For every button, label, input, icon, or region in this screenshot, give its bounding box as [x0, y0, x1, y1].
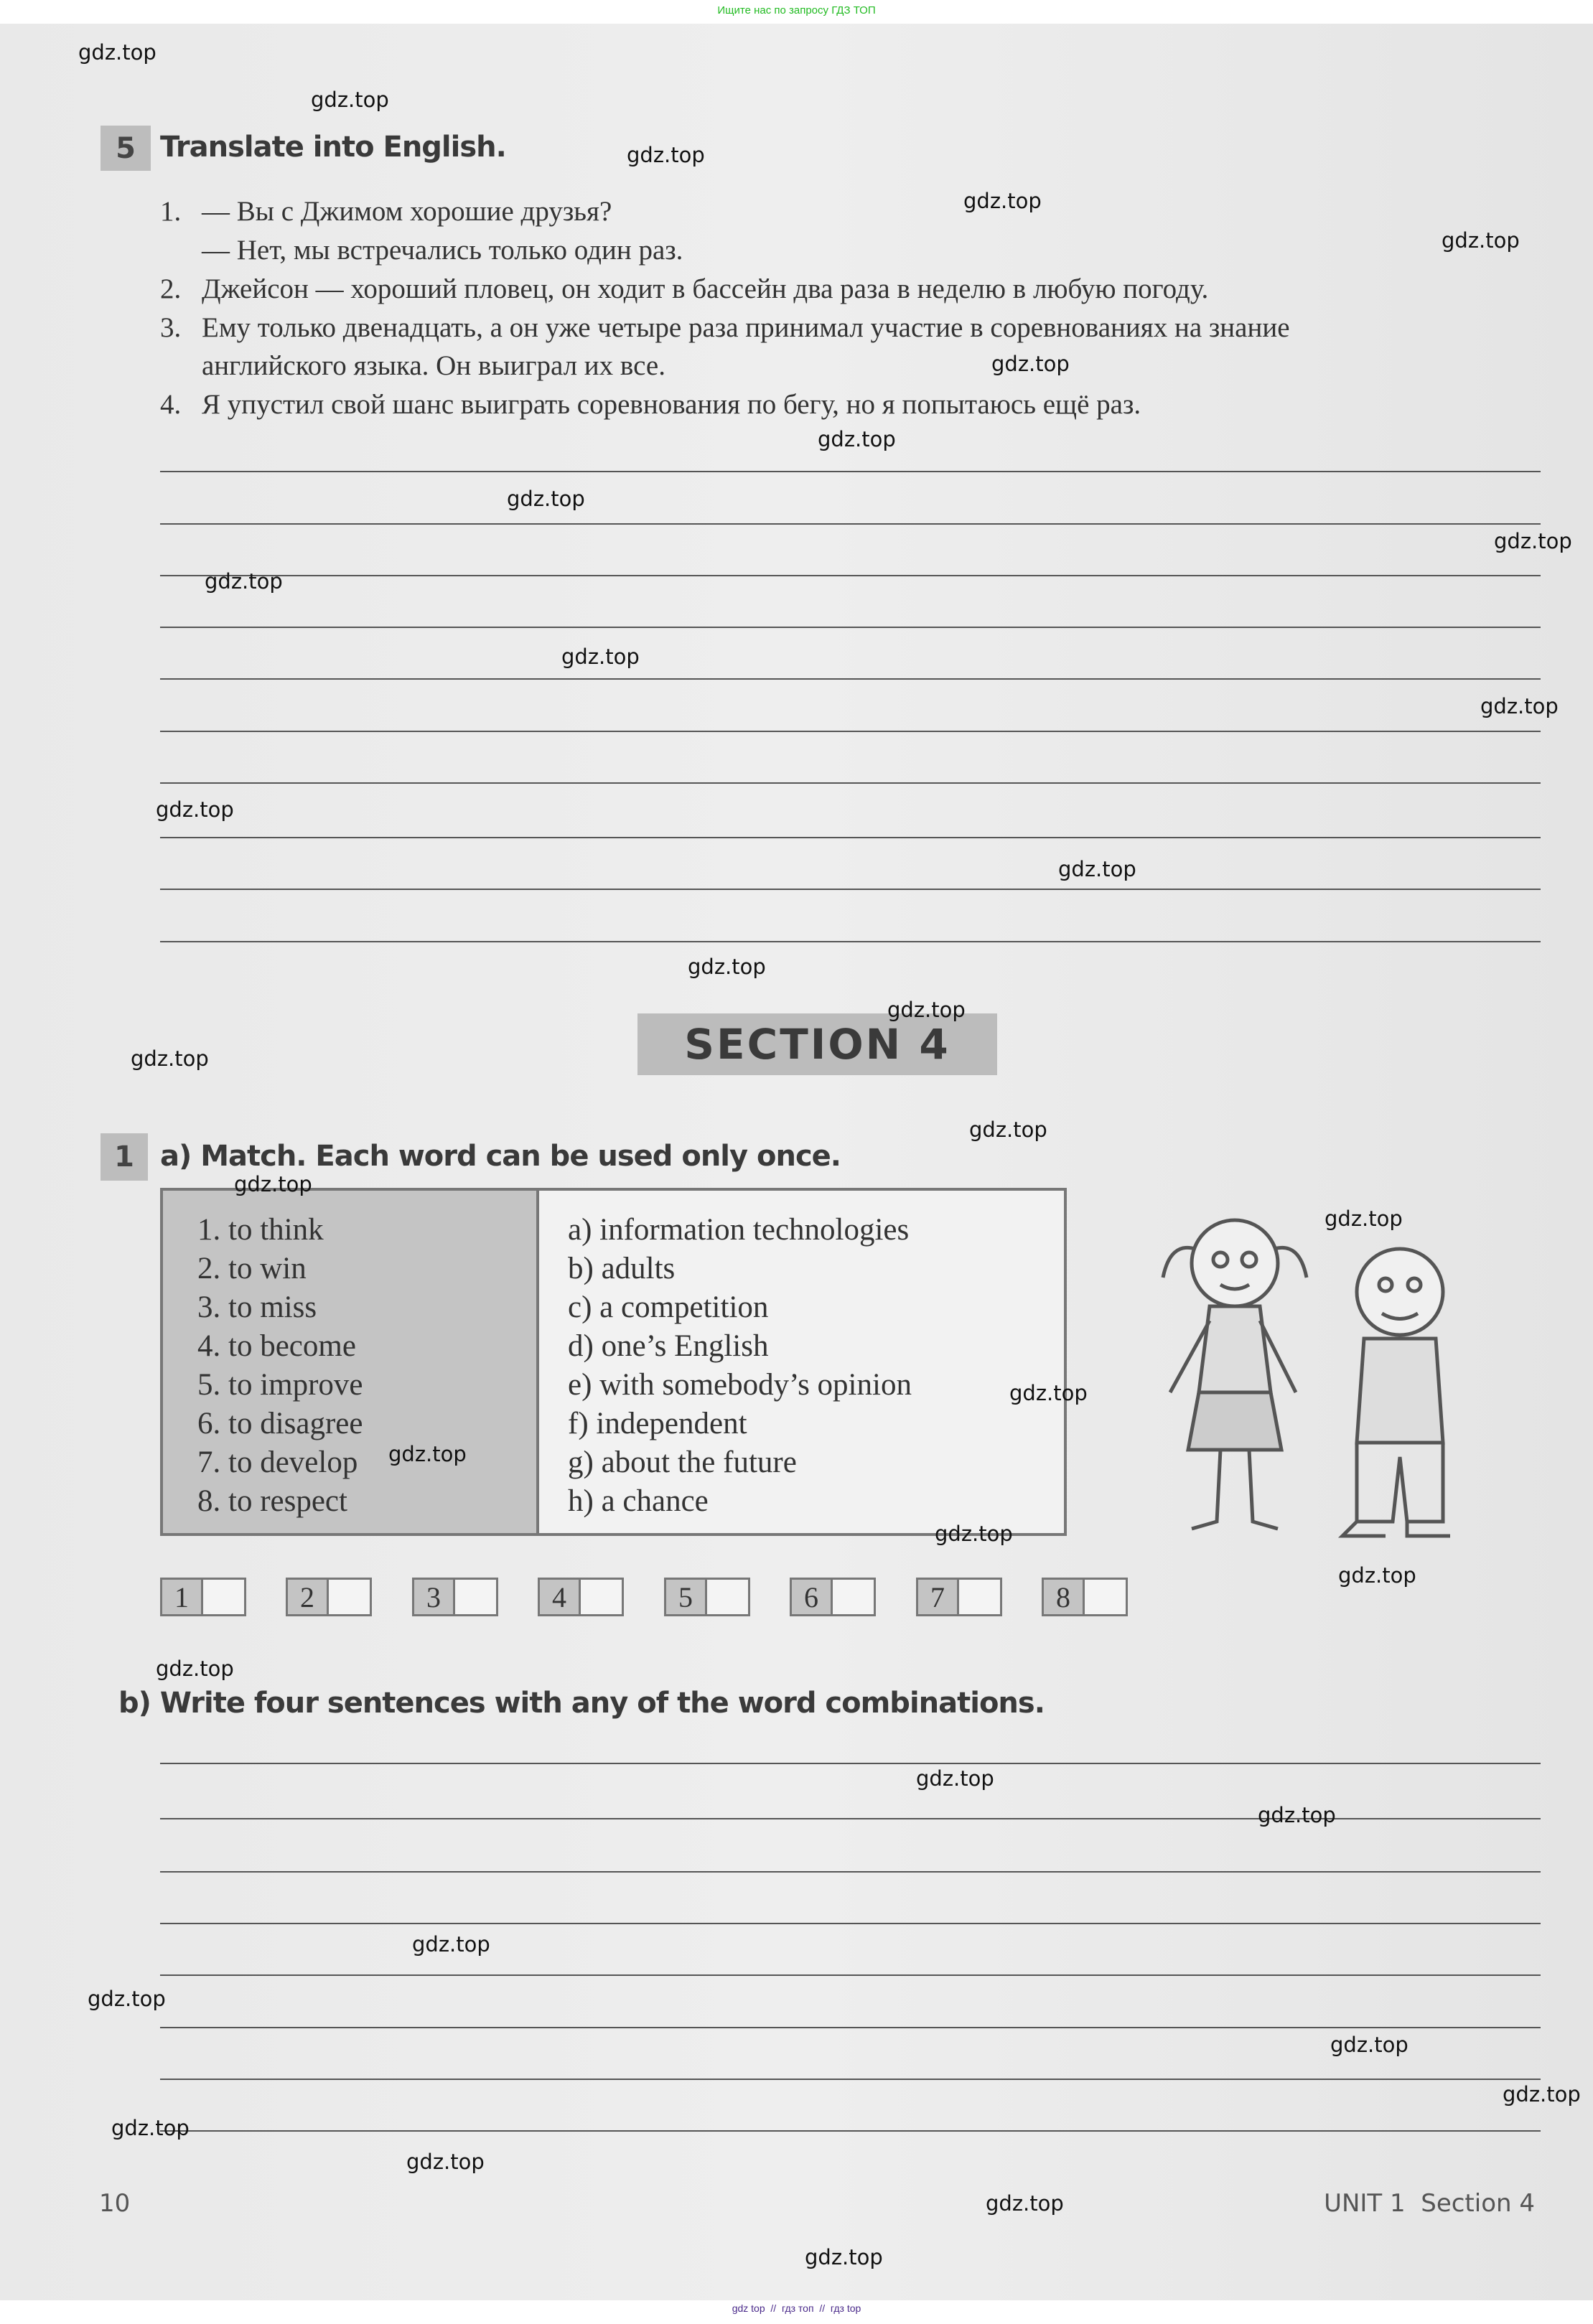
answer-number: 5 [666, 1580, 707, 1614]
watermark: gdz.top [507, 487, 585, 511]
watermark: gdz.top [131, 1046, 209, 1071]
watermark: gdz.top [1442, 228, 1520, 253]
answer-box[interactable] [538, 1578, 624, 1616]
writing-line[interactable] [160, 1974, 1541, 1976]
watermark: gdz.top [963, 189, 1042, 213]
answer-number: 4 [540, 1580, 581, 1614]
item-number: 2. [160, 273, 182, 304]
watermark: gdz.top [156, 1657, 234, 1681]
answer-input[interactable] [581, 1580, 622, 1614]
writing-line[interactable] [160, 941, 1541, 942]
writing-line[interactable] [160, 1871, 1541, 1873]
watermark: gdz.top [234, 1172, 312, 1196]
running-footer: UNIT 1 Section 4 [1324, 2189, 1535, 2218]
item-text: Ему только двенадцать, а он уже четыре раза принимал участие в соревнованиях на знание [202, 312, 1290, 343]
answer-box[interactable] [916, 1578, 1002, 1616]
answer-box[interactable] [1042, 1578, 1128, 1616]
writing-line[interactable] [160, 2079, 1541, 2080]
verbs-column [163, 1191, 539, 1533]
writing-line[interactable] [160, 627, 1541, 628]
watermark: gdz.top [969, 1118, 1047, 1142]
writing-line[interactable] [160, 889, 1541, 890]
answer-number: 1 [162, 1580, 203, 1614]
phrases-column [539, 1191, 1064, 1533]
writing-line[interactable] [160, 471, 1541, 472]
watermark: gdz.top [1330, 2033, 1409, 2057]
phrase-item: e) with somebody’s opinion [568, 1368, 912, 1402]
verb-item: 3. to miss [197, 1290, 317, 1324]
watermark: gdz.top [1325, 1206, 1403, 1231]
phrase-item: d) one’s English [568, 1329, 769, 1363]
writing-line[interactable] [160, 782, 1541, 784]
answer-box[interactable] [286, 1578, 372, 1616]
verb-item: 5. to improve [197, 1368, 363, 1402]
answer-box[interactable] [412, 1578, 498, 1616]
phrase-item: b) adults [568, 1252, 676, 1285]
answer-input[interactable] [959, 1580, 1000, 1614]
phrase-item: f) independent [568, 1407, 747, 1440]
watermark: gdz.top [805, 2245, 883, 2269]
verb-item: 1. to think [197, 1213, 324, 1247]
footer-links[interactable]: gdz top // гдз топ // гдз top [732, 2302, 861, 2314]
writing-line[interactable] [160, 2027, 1541, 2028]
writing-line[interactable] [160, 1923, 1541, 1924]
writing-line[interactable] [160, 678, 1541, 680]
exercise-5-title: Translate into English. [160, 131, 506, 164]
watermark: gdz.top [1258, 1803, 1336, 1827]
answer-input[interactable] [707, 1580, 748, 1614]
watermark: gdz.top [887, 998, 966, 1022]
writing-line[interactable] [160, 2130, 1541, 2132]
search-banner[interactable]: Ищите нас по запросу ГДЗ ТОП [717, 4, 876, 17]
watermark: gdz.top [412, 1932, 490, 1957]
writing-line[interactable] [160, 575, 1541, 576]
answer-input[interactable] [203, 1580, 244, 1614]
children-illustration [1141, 1213, 1486, 1550]
verb-item: 7. to develop [197, 1446, 358, 1479]
phrase-item: g) about the future [568, 1446, 797, 1479]
watermark: gdz.top [627, 143, 705, 167]
watermark: gdz.top [1338, 1563, 1416, 1588]
writing-line[interactable] [160, 731, 1541, 732]
watermark: gdz.top [1058, 857, 1136, 881]
item-text: английского языка. Он выиграл их все. [202, 350, 665, 381]
writing-line[interactable] [160, 523, 1541, 525]
watermark: gdz.top [935, 1522, 1013, 1546]
answer-box[interactable] [790, 1578, 876, 1616]
answer-number: 2 [288, 1580, 329, 1614]
answer-input[interactable] [455, 1580, 496, 1614]
item-text: — Вы с Джимом хорошие друзья? [202, 196, 612, 227]
item-text: — Нет, мы встречались только один раз. [202, 235, 683, 266]
answer-number: 7 [918, 1580, 959, 1614]
answer-input[interactable] [329, 1580, 370, 1614]
match-table [160, 1188, 1067, 1536]
watermark: gdz.top [1009, 1381, 1088, 1405]
watermark: gdz.top [1494, 529, 1572, 553]
phrase-item: a) information technologies [568, 1213, 910, 1247]
watermark: gdz.top [78, 40, 157, 65]
watermark: gdz.top [1503, 2082, 1581, 2107]
watermark: gdz.top [311, 88, 389, 112]
watermark: gdz.top [111, 2116, 190, 2140]
answer-number: 6 [792, 1580, 833, 1614]
page-number: 10 [99, 2189, 131, 2218]
watermark: gdz.top [688, 955, 766, 979]
watermark: gdz.top [818, 427, 896, 451]
watermark: gdz.top [156, 797, 234, 822]
phrase-item: h) a chance [568, 1484, 709, 1518]
watermark: gdz.top [88, 1987, 166, 2011]
exercise-1b-title: b) Write four sentences with any of the word combinations. [118, 1687, 1045, 1720]
exercise-5-number: 5 [101, 126, 151, 171]
watermark: gdz.top [986, 2191, 1064, 2216]
item-number: 3. [160, 312, 182, 343]
item-number: 4. [160, 389, 182, 420]
verb-item: 4. to become [197, 1329, 356, 1363]
watermark: gdz.top [916, 1766, 994, 1791]
item-text: Джейсон — хороший пловец, он ходит в бассейн два раза в неделю в любую погоду. [202, 273, 1209, 304]
verb-item: 8. to respect [197, 1484, 347, 1518]
verb-item: 6. to disagree [197, 1407, 363, 1440]
writing-line[interactable] [160, 1763, 1541, 1764]
exercise-1-number: 1 [101, 1133, 148, 1181]
answer-number: 8 [1044, 1580, 1085, 1614]
watermark: gdz.top [406, 2150, 485, 2174]
watermark: gdz.top [561, 645, 640, 669]
verb-item: 2. to win [197, 1252, 307, 1285]
watermark: gdz.top [1480, 694, 1559, 718]
section-heading: SECTION 4 [637, 1013, 997, 1075]
watermark: gdz.top [205, 569, 283, 594]
exercise-1a-title: a) Match. Each word can be used only once. [160, 1140, 841, 1173]
answer-input[interactable] [833, 1580, 874, 1614]
item-number: 1. [160, 196, 182, 227]
phrase-item: c) a competition [568, 1290, 769, 1324]
answer-input[interactable] [1085, 1580, 1126, 1614]
item-text: Я упустил свой шанс выиграть соревнования по бегу, но я попытаюсь ещё раз. [202, 389, 1141, 420]
answer-number: 3 [414, 1580, 455, 1614]
watermark: gdz.top [388, 1442, 467, 1466]
answer-box[interactable] [664, 1578, 750, 1616]
watermark: gdz.top [991, 352, 1070, 376]
answer-box[interactable] [160, 1578, 246, 1616]
writing-line[interactable] [160, 837, 1541, 838]
